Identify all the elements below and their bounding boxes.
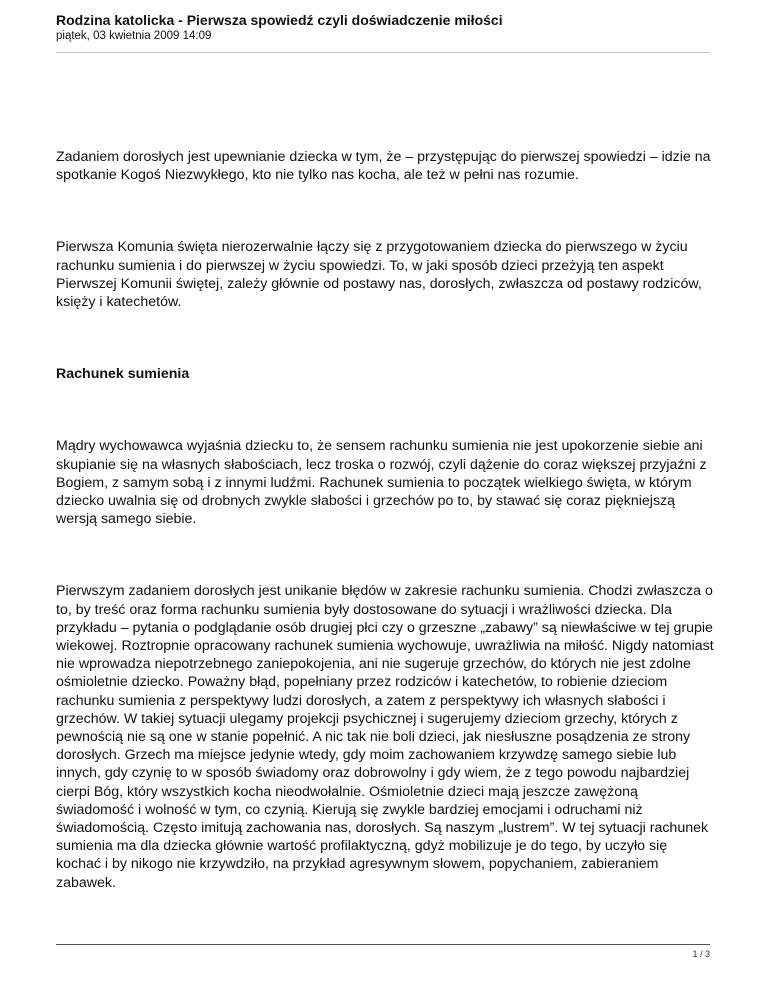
article-body <box>56 148 716 892</box>
page-number: 1 / 3 <box>692 949 710 959</box>
intro-paragraph: Zadaniem dorosłych jest upewnianie dziecka w tym, że – przystępując do pierwszej spowiedzi – idzie na spotkanie Kogoś Niezwykłego, kto nie tylko nas kocha, ale też w pełni nas rozumie. <box>56 149 711 184</box>
first-communion-paragraph: Pierwsza Komunia święta nierozerwalnie łączy się z przygotowaniem dziecka do pierwszego w życiu rachunku sumienia i do pierwszej w życiu spowiedzi. To, w jaki sposób dzieci przeżyją ten aspekt Pierwszej Komunii świętej, zależy głównie od postawy nas, dorosłych, zwłaszcza od postawy rodziców, księży i katechetów. <box>56 239 702 311</box>
section-heading: Rachunek sumienia <box>56 366 190 383</box>
publication-date: piątek, 03 kwietnia 2009 14:09 <box>56 30 212 42</box>
document-header <box>56 12 716 43</box>
adults-task-paragraph: Pierwszym zadaniem dorosłych jest unikanie błędów w zakresie rachunku sumienia. Chodzi zwłaszcza o to, by treść oraz forma rachunku sumienia były dostosowane do sytuacji i wrażliwości dziecka. Dla przykładu – pytania o podglądanie osób drugiej płci czy o grzeszne „zabawy” są niewłaściwe w tej grupie wiekowej. Roztropnie opracowany rachunek sumienia wychowuje, uwrażliwia na miłość. Nigdy natomiast nie wprowadza niepotrzebnego zaniepokojenia, ani nie sugeruje grzechów, do których nie jest zdolne ośmioletnie dziecko. Poważny błąd, popełniany przez rodziców i katechetów, to robienie dzieciom rachunku sumienia z perspektywy ludzi dorosłych, a zatem z perspektywy ich własnych słabości i grzechów. W takiej sytuacji ulegamy projekcji psychicznej i sugerujemy dzieciom grzechy, których z pewnością nie są one w stanie popełnić. A nic tak nie boli dzieci, jak niesłuszne posądzenia ze strony dorosłych. Grzech ma miejsce jedynie wtedy, gdy moim zachowaniem krzywdzę samego siebie lub innych, gdy czynię to w sposób świadomy oraz dobrowolny i gdy wiem, że z tego powodu najbardziej cierpi Bóg, który wszystkich kocha nieodwołalnie. Ośmioletnie dzieci mają jeszcze zawężoną świadomość i wolność w tym, co czynią. Kierują się zwykle bardziej emocjami i odruchami niż świadomością. Często imitują zachowania nas, dorosłych. Są naszym „lustrem”. W tej sytuacji rachunek sumienia ma dla dziecka głównie wartość profilaktyczną, gdyż mobilizuje je do tego, by uczyło się kochać i by nikogo nie krzywdziło, na przykład agresywnym słowem, popychaniem, zabieraniem zabawek. <box>56 583 714 891</box>
document-title: Rodzina katolicka - Pierwsza spowiedź czyli doświadczenie miłości <box>56 12 503 28</box>
footer-divider <box>56 944 710 945</box>
wise-educator-paragraph: Mądry wychowawca wyjaśnia dziecku to, że sensem rachunku sumienia nie jest upokorzenie siebie ani skupianie się na własnych słabościach, lecz troska o rozwój, czyli dążenie do coraz większej przyjaźni z Bogiem, z samym sobą i z innymi ludźmi. Rachunek sumienia to początek wielkiego święta, w którym dziecko uwalnia się od drobnych zwykle słabości i grzechów po to, by stawać się coraz piękniejszą wersją samego siebie. <box>56 438 707 528</box>
header-divider <box>56 52 710 53</box>
